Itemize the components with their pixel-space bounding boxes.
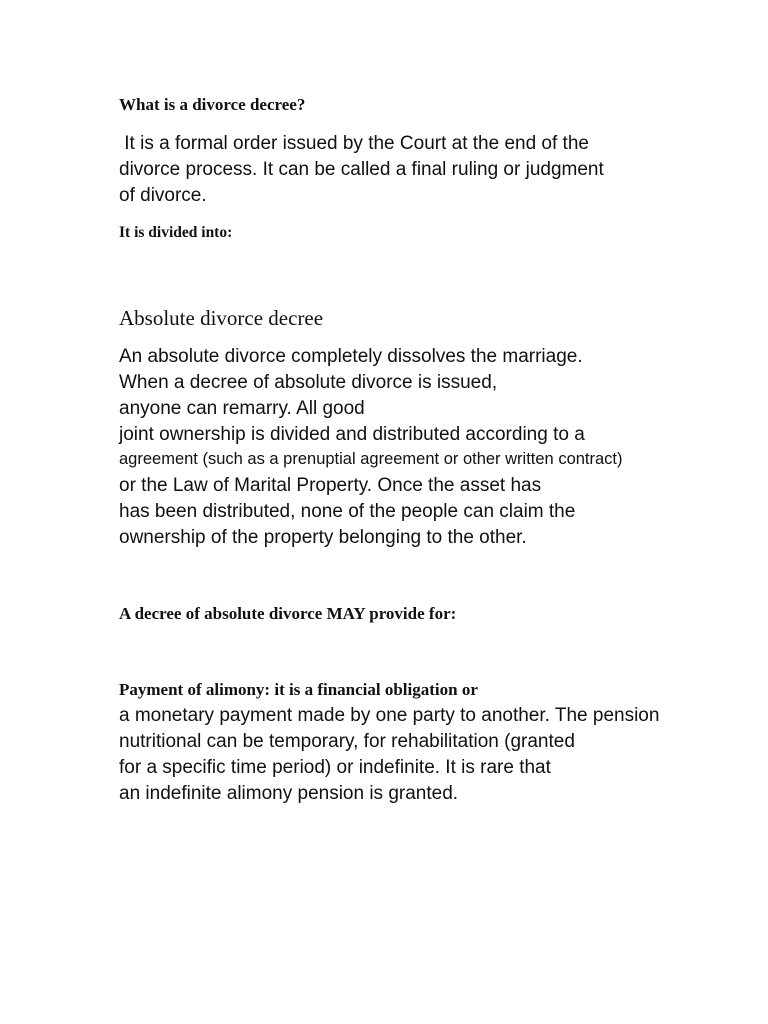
absolute-line-2: When a decree of absolute divorce is issued, — [119, 372, 498, 393]
absolute-line-1: An absolute divorce completely dissolves the marriage. — [119, 346, 583, 367]
alimony-line-4: an indefinite alimony pension is granted. — [119, 783, 459, 804]
absolute-line-6: or the Law of Marital Property. Once the asset has — [119, 475, 542, 496]
alimony-line-2: nutritional can be temporary, for rehabilitation (granted — [119, 731, 575, 752]
absolute-line-4: joint ownership is divided and distributed according to a — [119, 424, 585, 445]
heading-question: What is a divorce decree? — [119, 95, 306, 114]
absolute-line-8: ownership of the property belonging to the other. — [119, 527, 527, 548]
section-title: Absolute divorce decree — [119, 306, 324, 330]
intro-line-3: of divorce. — [119, 185, 207, 206]
absolute-line-7: has been distributed, none of the people can claim the — [119, 501, 576, 522]
absolute-line-5: agreement (such as a prenuptial agreement or other written contract) — [119, 450, 623, 468]
divided-label: It is divided into: — [119, 224, 233, 241]
alimony-line-3: for a specific time period) or indefinite. It is rare that — [119, 757, 551, 778]
intro-line-2: divorce process. It can be called a final ruling or judgment — [119, 159, 604, 180]
alimony-line-1: a monetary payment made by one party to another. The pension — [119, 705, 660, 726]
alimony-heading: Payment of alimony: it is a financial obligation or — [119, 680, 478, 699]
intro-line-1: It is a formal order issued by the Court at the end of the — [119, 133, 589, 154]
provide-heading: A decree of absolute divorce MAY provide for: — [119, 604, 457, 623]
absolute-line-3: anyone can remarry. All good — [119, 398, 365, 419]
